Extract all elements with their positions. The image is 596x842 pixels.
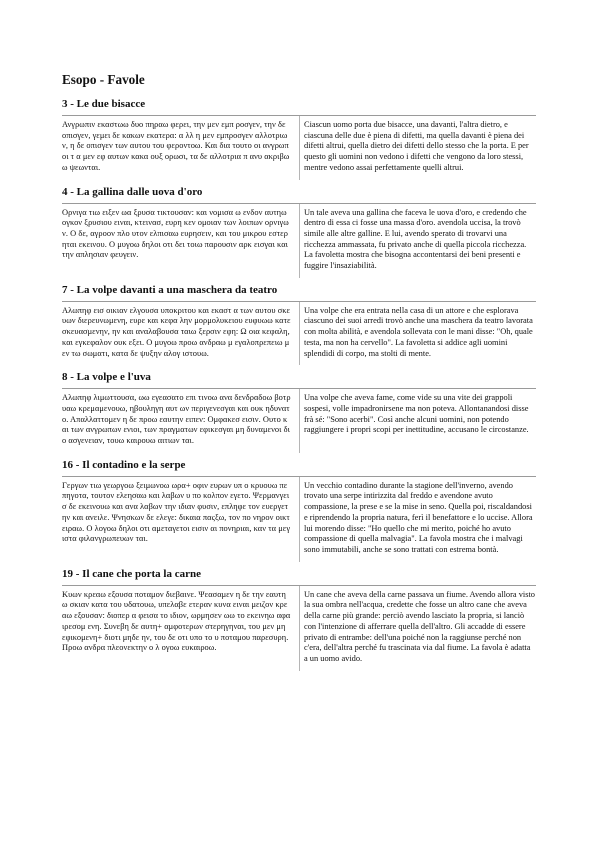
greek-text: Ανγρωπιν εκαστωω δυο πηραω φερει, την μεν εμπ ροσγεν, την δε οπισγεν, γεμει δε κακων εκατερα: α λλ η μεν εμπροσγεν αλλοτριων, η δε οπισγεν των αυτου του φεροντοω. Και δια τουτο οι ανγρωποι τ α μεν εφ αυτων κακα ουξ ορωσι, τα δε αλλοτρια π ανυ ακριβωω ψεωνται. <box>62 120 290 172</box>
greek-text: Αλωπηφ εισ οικιαν ελγουσα υποκριτου και εκαστ α των αυτου σκευων διερευνωμενη, ευρε και κεφα λην μορμολυκειου ευφυωω κατεσκευασμενην, ην και αναλαβουσα ταιω ξερσιν εφη: Ω οια κεφαλη, και εγκεφαλον ουκ εξει. Ο μυγοω προω ανδραω μ εγαλοπρεπειω μεν τω σωματι, κατα δε ψυξην αλογ ιστουω. <box>62 305 291 358</box>
fable-table-row <box>62 477 536 562</box>
fable-title: 19 - Il cane che porta la carne <box>62 567 201 580</box>
italian-text: Un vecchio contadino durante la stagione dell'inverno, avendo trovato una serpe intirizzita dal freddo e avendone avuto compassione, la prese e se la mise in seno. Quella poi, riscaldandosi e riprendendo la propria natura, ferì il benefattore e lo uccise. Allora lui morendo disse: "Ho quello che mi merito, poiché ho avuto compassione di quella malvagia". La favola mostra che i malvagi sono immutabili, anche se sono trattati con estrema bontà. <box>304 480 533 554</box>
fable-title: 3 - Le due bisacce <box>62 98 146 110</box>
italian-text: Un tale aveva una gallina che faceva le uova d'oro, e credendo che dentro di essa ci fosse una massa d'oro. avendola uccisa, la trovò simile alle altre galline. E lui, avendo sperato di trovarvi una ricchezza ammassata, fu privato anche di quella piccola ricchezza. La favoletta mostra che bisogna accontentarsi dei beni presenti e fuggire l'insaziabilità. <box>304 207 527 271</box>
fable-table-row <box>62 116 536 180</box>
italian-translation <box>299 586 536 671</box>
italian-translation <box>299 477 536 562</box>
fable-title: 16 - Il contadino e la serpe <box>62 458 186 471</box>
fable-section <box>62 370 536 453</box>
fable-section <box>62 97 536 180</box>
fable-table-row <box>62 302 536 366</box>
italian-text: Una volpe che aveva fame, come vide su una vite dei grappoli sospesi, volle impadronirsene ma non poteva. Allontanandosi disse frà sé: "Sono acerbi". Così anche alcuni uomini, non potendo raggiungere i propri scopi per inettitudine, accusano le circostanze. <box>304 393 529 435</box>
fable-title: 8 - La volpe e l'uva <box>62 371 151 384</box>
greek-text: Γεργων τιω γεωργοω ξειμωνοω ωρα+ οφιν ευρων υπ ο κρυουω πεπηγοτα, τουτον ελεησαω και λαβων υ πο κολπον εγετο. Ψερμανγεισ δε εκεινουω και ανα λαβων την ιδιαν φυσιν, επληφε τον ευεργετην και ανειλε. Ψνησκων δε ελεγε: δικαια παςξω, τον πο νηρον οικτειραω. Ο λογοω δηλοι οτι αμεταγετοι εισιν αι πονηριαι, καν τα μεγιστα φιλανγρωπευων ται. <box>62 480 291 544</box>
greek-text: Κυων κρεαω εξουσα ποταμον διεβαινε. Ψεασαμεν η δε την εαυτηω σκιαν κατα του υδατουω, υπελαβε ετεραν κυνα ειναι μειζον κρεαω εξουσαν: διοπερ α φεισα το ιδιον, ωρμησεν ωω το εκεινηω αφαιρεσομ ενη. Συνεβη δε αυτη+ αμφοτερων στερηγηναι, του μεν μη εφικομενη+ διοτι μηδε ην, του δε οτι υπο το υ ποταμου παρεσυρη. Προω ανδρα πλεονεκτην ο λ ογοω ευκαιροω. <box>62 589 291 653</box>
italian-translation <box>299 389 536 453</box>
fable-section <box>62 185 536 278</box>
italian-translation <box>299 204 536 278</box>
fable-title: 7 - La volpe davanti a una maschera da teatro <box>62 283 278 296</box>
italian-text: Ciascun uomo porta due bisacce, una davanti, l'altra dietro, e ciascuna delle due è piena di difetti, ma quella davanti è piena dei difetti altrui, quella dietro dei difetti dello stesso che la porta. E per questo gli uomini non vedono i difetti che vengono da loro stessi, mentre vedono assai perfettamente quelli altrui. <box>304 120 529 172</box>
fable-table-row <box>62 586 536 671</box>
italian-text: Un cane che aveva della carne passava un fiume. Avendo allora visto la sua ombra nell'acqua, credette che fosse un altro cane che aveva della carne più grande: perciò avendo lasciato la propria, si lanciò con l'intenzione di afferrare quella dell'altro. Gli accadde di essere privato di entrambe: dell'una poiché non la raggiunse perché non c'era, dell'altra perché fu trascinata via dal fiume. La favola è adatta a un uomo avido. <box>304 589 535 663</box>
greek-text: Ορνιγα τιω ειξεν ωα ξρυσα τικτουσαν: και νομισα ω ενδον αυτηω ογκον ξρυσιου ειναι, κτεινασ, ευρη κεν ομοιαν των λοιπων ορνιγων. Ο δε, αγροον πλο υτον ελπισαω ευρησειν, και του μικρου εστερηται εκεινου. Ο μυγοω δηλοι οτι δει τοιω παρουσιν αρκ εισγαι και την απλησιαν φευγειν. <box>62 207 289 260</box>
fable-section <box>62 567 536 671</box>
italian-translation <box>299 116 536 180</box>
italian-translation <box>299 302 536 366</box>
fable-table-row <box>62 389 536 453</box>
italian-text: Una volpe che era entrata nella casa di un attore e che esplorava ciascuno dei suoi arredi trovò anche una maschera da teatro lavorata con molta abilità, e avendola sollevata con le mani disse: "Oh, quale testa, ma non ha cervello". La favoletta si addice agli uomini splendidi di corpo, ma stolti di mente. <box>304 305 533 358</box>
document-page <box>62 72 536 676</box>
fable-table-row <box>62 204 536 278</box>
document-title: Esopo - Favole <box>62 72 145 87</box>
fable-section <box>62 283 536 366</box>
fable-title: 4 - La gallina dalle uova d'oro <box>62 185 203 198</box>
greek-text: Αλωπηφ λιμωττουσα, ωω εγεασατο επι τινοω ανα δενδραδοω βοτρυαω κρεμαμενουω, ηβουληγη αυτ ων περιγενεσγαι και ουκ ηδυνατο. Απαλλαττομεν η δε προω εαυτην ειπεν: Ομφακεσ εισιν. Ουτο κ αι των ανγρωπων ενιοι, των πραγματων εφικεσγαι μη δυναμενοι διο ασγενειαν, τουω καιρουω αιτιων ται. <box>62 393 291 446</box>
fable-section <box>62 458 536 562</box>
